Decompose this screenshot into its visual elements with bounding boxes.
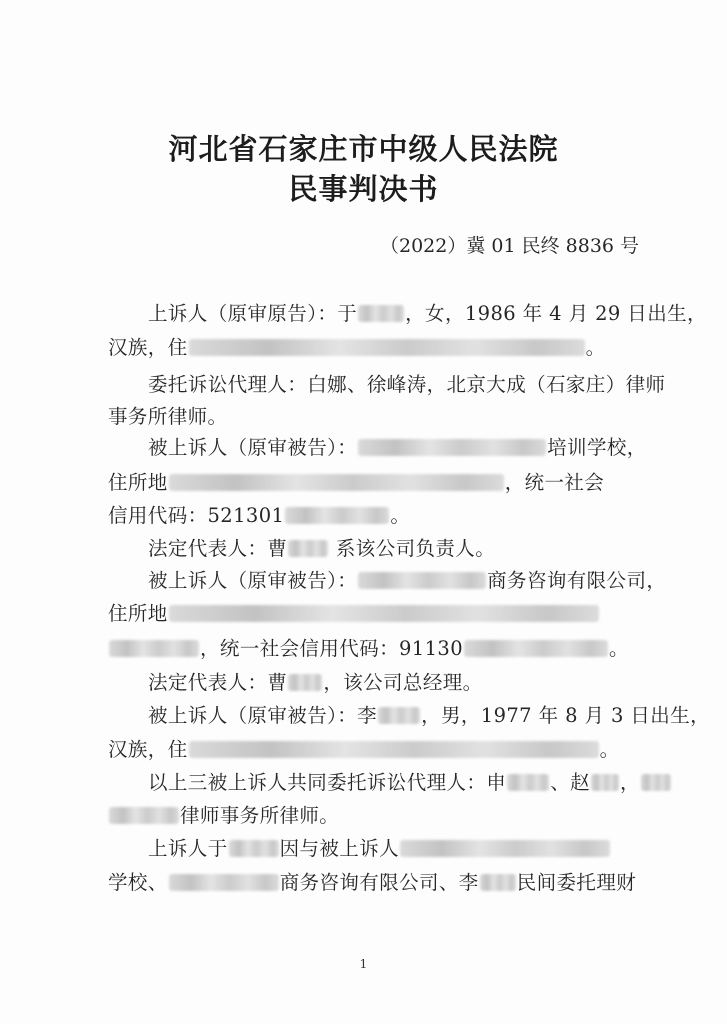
appellee-2-legal-rep: 法定代表人：曹 ，该公司总经理。 bbox=[148, 671, 483, 694]
redacted-text bbox=[169, 605, 599, 622]
redacted-text bbox=[400, 840, 610, 857]
redacted-text bbox=[641, 774, 671, 791]
redacted-text bbox=[358, 572, 486, 589]
redacted-text bbox=[358, 305, 404, 322]
appellee-3-line-1: 被上诉人（原审被告）：李 ，男，1977 年 8 月 3 日出生， bbox=[148, 704, 710, 727]
joint-agent-line-2: 律师事务所律师。 bbox=[108, 801, 339, 831]
redacted-text bbox=[169, 474, 504, 491]
case-number: （2022）冀 01 民终 8836 号 bbox=[380, 235, 640, 257]
appellee-1-legal-rep: 法定代表人：曹 系该公司负责人。 bbox=[148, 537, 496, 560]
appellant-agent-line-1: 委托诉讼代理人：白娜、徐峰涛，北京大成（石家庄）律师 bbox=[148, 373, 666, 396]
redacted-text bbox=[358, 439, 546, 456]
redacted-text bbox=[189, 339, 585, 356]
appellant-line-2: 汉族，住 。 bbox=[108, 336, 606, 359]
redacted-text bbox=[288, 540, 328, 557]
joint-agent-line-1: 以上三被上诉人共同委托诉讼代理人：申 、赵 ， bbox=[148, 768, 672, 798]
court-name: 河北省石家庄市中级人民法院 bbox=[168, 132, 559, 166]
document-type: 民事判决书 bbox=[288, 172, 439, 206]
appellee-2-line-1: 被上诉人（原审被告）： 商务咨询有限公司， bbox=[148, 569, 667, 592]
appellant-agent-line-2: 事务所律师。 bbox=[108, 405, 228, 428]
redacted-text bbox=[229, 840, 279, 857]
redacted-text bbox=[480, 874, 516, 891]
page-number: 1 bbox=[359, 957, 368, 971]
redacted-text bbox=[285, 507, 389, 524]
body-text-line-1: 上诉人于 因与被上诉人 bbox=[148, 834, 611, 864]
appellee-2-line-2: 住所地 bbox=[108, 599, 600, 629]
redacted-text bbox=[109, 807, 179, 824]
body-text-line-2: 学校、 商务咨询有限公司、李 民间委托理财 bbox=[108, 871, 637, 894]
redacted-text bbox=[507, 774, 549, 791]
appellee-1-line-1: 被上诉人（原审被告）： 培训学校， bbox=[148, 436, 647, 459]
appellee-2-line-3: ，统一社会信用代码：91130 。 bbox=[108, 634, 629, 664]
redacted-text bbox=[464, 640, 608, 657]
redacted-text bbox=[109, 640, 199, 657]
appellee-3-line-2: 汉族，住 。 bbox=[108, 738, 620, 761]
redacted-text bbox=[169, 874, 279, 891]
redacted-text bbox=[591, 774, 619, 791]
redacted-text bbox=[288, 674, 322, 691]
appellant-line-1: 上诉人（原审原告）：于 ，女，1986 年 4 月 29 日出生， bbox=[148, 302, 707, 325]
appellee-1-line-3: 信用代码：521301 。 bbox=[108, 504, 411, 527]
redacted-text bbox=[189, 741, 599, 758]
appellee-1-line-2: 住所地 ，统一社会 bbox=[108, 471, 605, 494]
redacted-text bbox=[378, 707, 420, 724]
